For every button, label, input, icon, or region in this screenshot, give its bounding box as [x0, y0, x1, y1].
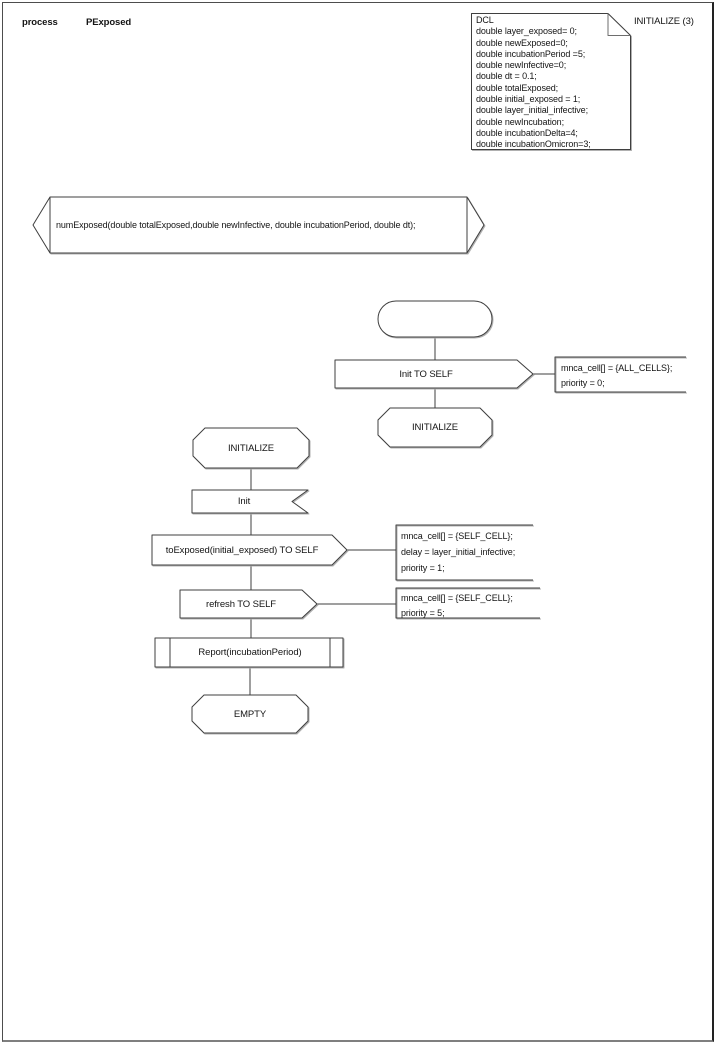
dcl-line: double layer_initial_infective;	[476, 105, 588, 116]
dcl-line: double incubationOmicron=3;	[476, 139, 591, 150]
dcl-block	[476, 15, 591, 151]
output-init-label: Init TO SELF	[399, 368, 453, 380]
input-init-label: Init	[237, 496, 251, 507]
dcl-line: DCL	[476, 15, 494, 25]
comment-line: mnca_cell[] = {ALL_CELLS};	[561, 363, 673, 373]
comment-line: priority = 0;	[561, 378, 605, 388]
dcl-line: double dt = 0.1;	[476, 71, 537, 82]
comment-line: mnca_cell[] = {SELF_CELL};	[401, 593, 513, 603]
procedure-call-report-label: Report(incubationPeriod)	[198, 647, 302, 658]
comment-line: delay = layer_initial_infective;	[401, 547, 516, 557]
state-initialize-label: INITIALIZE	[228, 442, 274, 454]
output-toexposed-label: toExposed(initial_exposed) TO SELF	[165, 544, 319, 556]
comment-line: priority = 1;	[401, 563, 445, 573]
comment-line: priority = 5;	[401, 608, 445, 618]
dcl-line: double newExposed=0;	[476, 37, 568, 48]
dcl-line: double newIncubation;	[476, 116, 564, 127]
state-initialize-next-label: INITIALIZE	[412, 422, 458, 433]
output-refresh-label: refresh TO SELF	[206, 598, 276, 610]
dcl-line: double incubationPeriod =5;	[476, 48, 586, 59]
dcl-line: double totalExposed;	[476, 82, 559, 93]
comment-line: mnca_cell[] = {SELF_CELL};	[401, 531, 513, 541]
page-corner-label: INITIALIZE (3)	[634, 16, 694, 27]
dcl-line: double incubationDelta=4;	[476, 127, 578, 138]
process-name: PExposed	[86, 17, 132, 28]
dcl-line: double newInfective=0;	[476, 60, 567, 71]
process-kind-label: process	[22, 17, 58, 28]
dcl-line: double layer_exposed= 0;	[476, 26, 577, 37]
comment-init-text	[561, 361, 672, 391]
comment-toexposed-text	[401, 528, 515, 576]
dcl-line: double initial_exposed = 1;	[476, 94, 581, 105]
procedure-declaration-text: numExposed(double totalExposed,double newInfective, double incubationPeriod, double dt);	[56, 220, 416, 230]
comment-refresh-text	[401, 591, 513, 621]
start-symbol[interactable]	[378, 301, 492, 337]
state-empty-label: EMPTY	[233, 708, 267, 720]
